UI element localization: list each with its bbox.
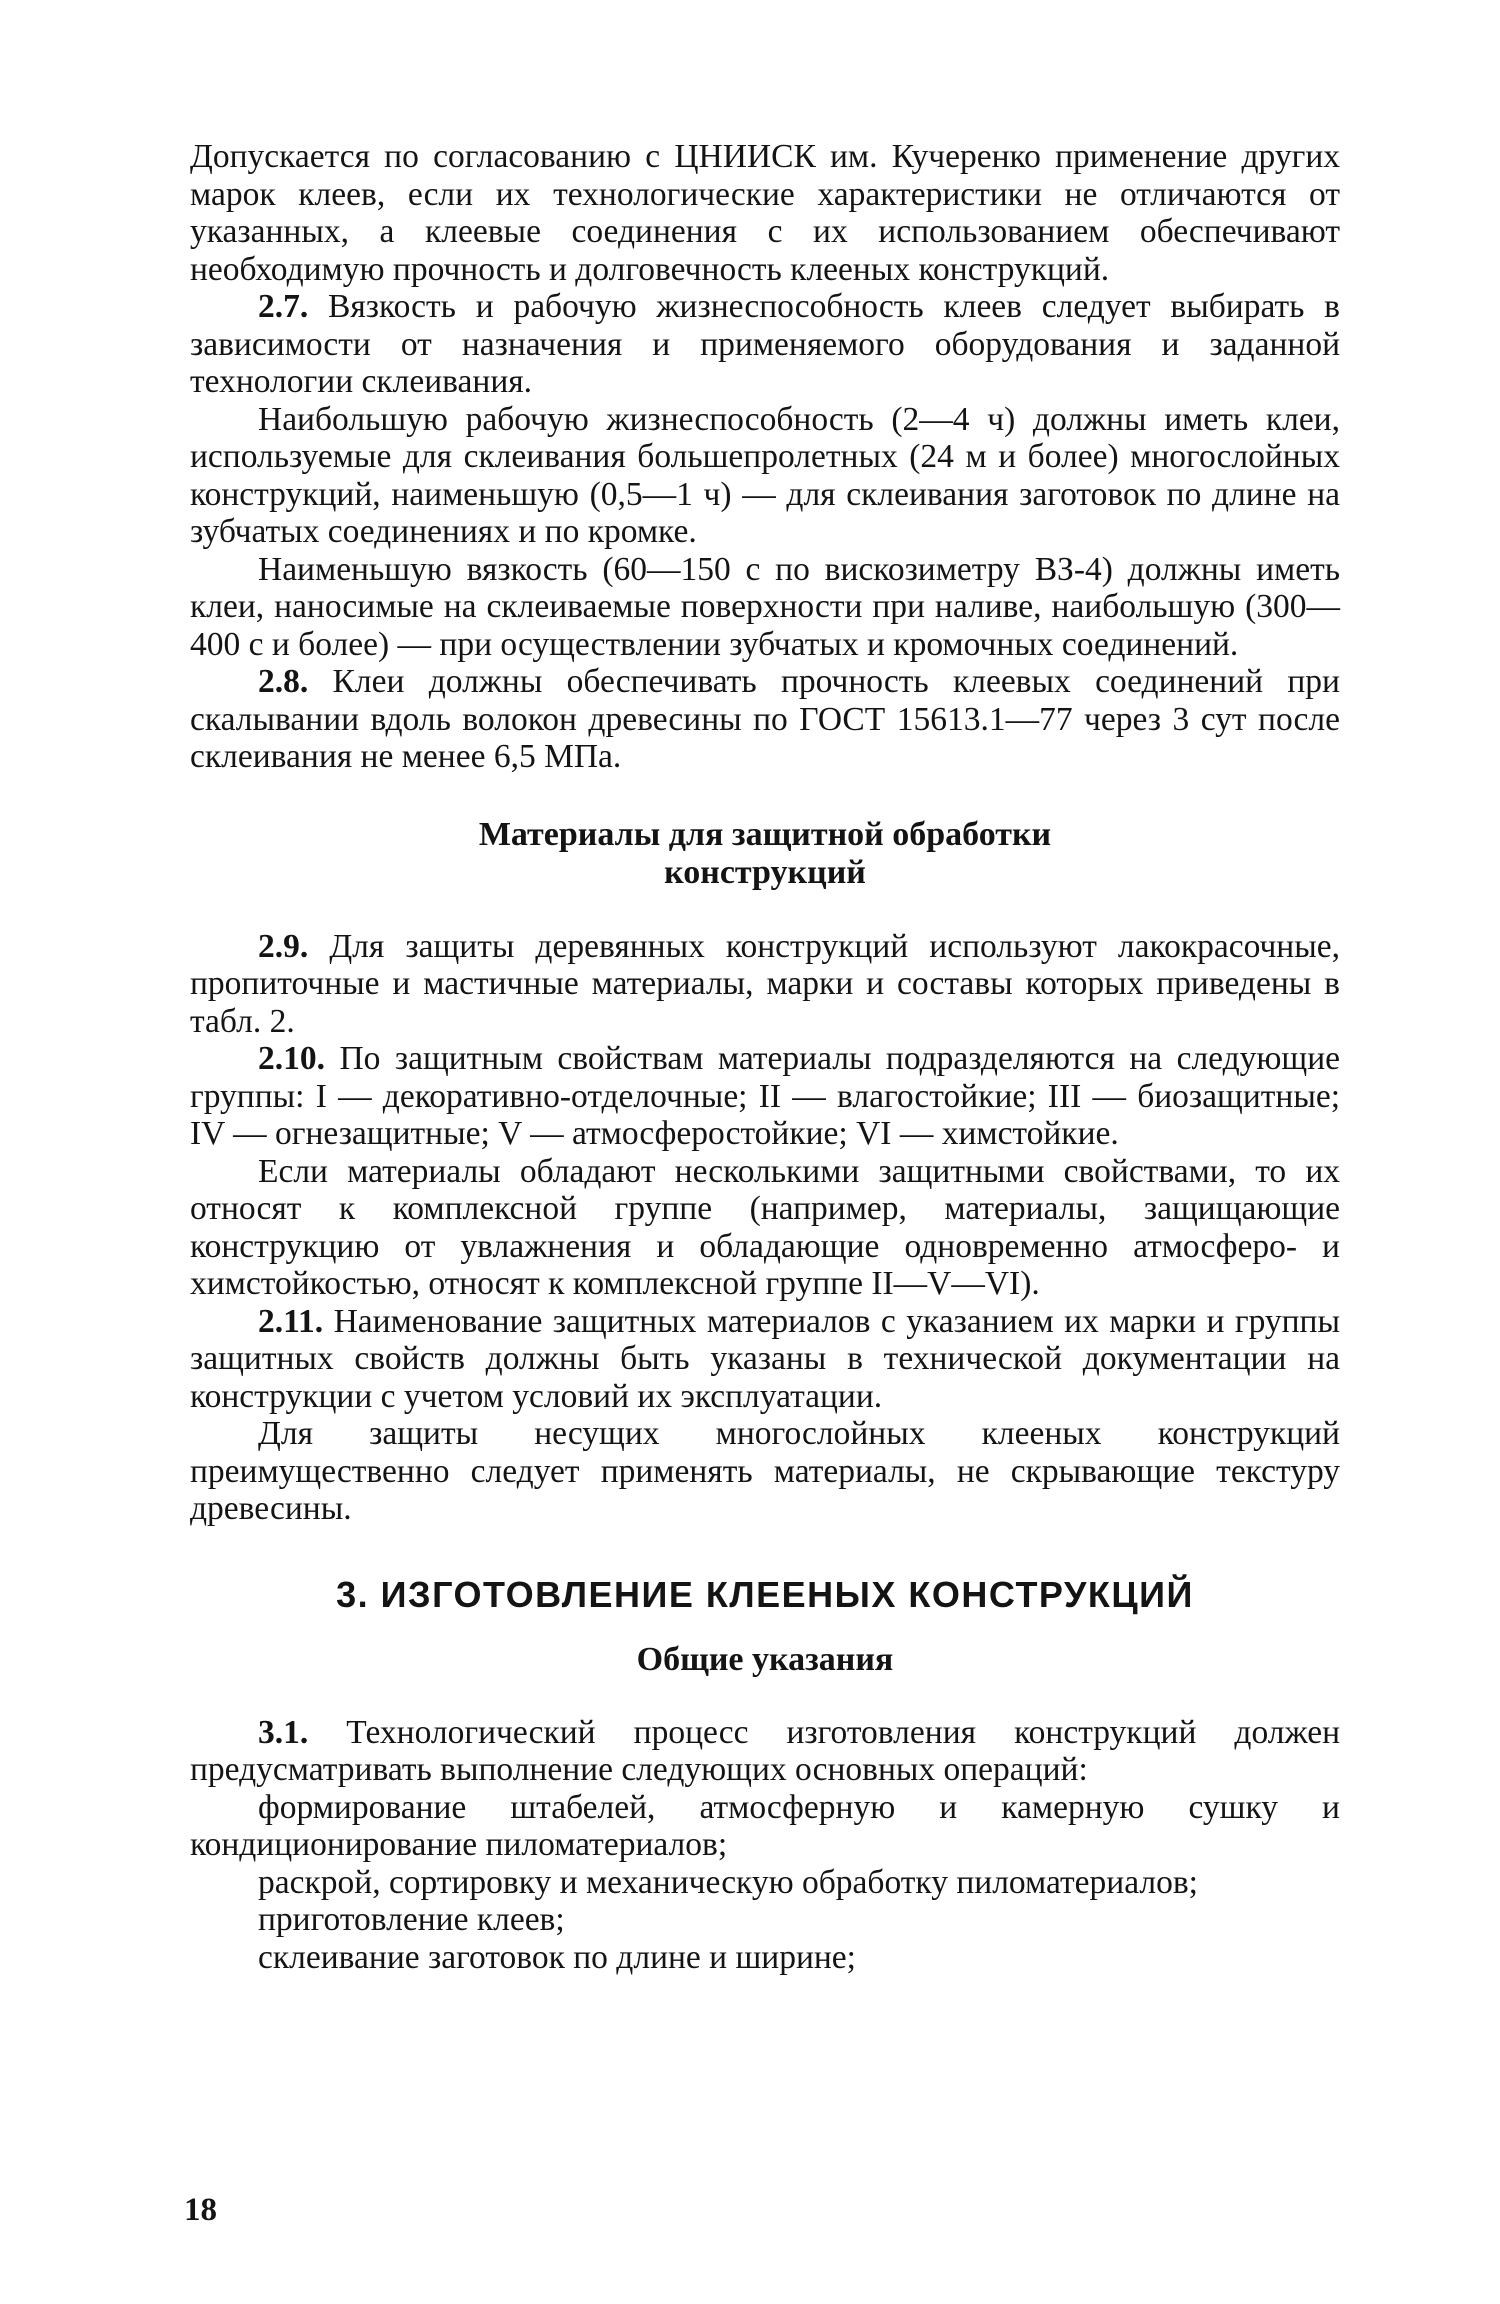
paragraph-2-10: 2.10. По защитным свойствам материалы подразделяются на следующие группы: I — декоративно-отделочные; II — влагостойкие; III — биозащитные; IV — огнезащитные; V — атмосферостойкие; VI — химстойкие. (190, 1040, 1340, 1152)
section-heading (190, 816, 1340, 892)
operation-item: формирование штабелей, атмосферную и камерную сушку и кондиционирование пиломатериалов; (190, 1788, 1340, 1863)
paragraph-approval: Допускается по согласованию с ЦНИИСК им. Кучеренко применение других марок клеев, если их технологические характеристики не отличаются от указанных, а клеевые соединения с их использованием обеспечивают необходимую прочность и долговечность клееных конструкций. (190, 138, 1340, 288)
operation-item: приготовление клеев; (258, 1901, 565, 1938)
section-heading-line1: Материалы для защитной обработки (478, 815, 1052, 853)
clause-number: 2.10. (258, 1040, 325, 1077)
clause-number: 2.8. (258, 663, 309, 700)
page-number: 18 (184, 2192, 217, 2228)
clause-number: 2.11. (258, 1302, 324, 1340)
paragraph-complex-group: Если материалы обладают несколькими защитными свойствами, то их относят к комплексной группе (например, материалы, защищающие конструкцию от увлажнения и обладающие одновременно атмосферо- и химстойкостью, относят к комплексной группе II—V—VI). (190, 1152, 1340, 1302)
clause-number: 2.7. (258, 288, 309, 325)
paragraph-max-lifetime: Наибольшую рабочую жизнеспособность (2—4 ч) должны иметь клеи, используемые для склеивания большепролетных (24 м и более) многослойных конструкций, наименьшую (0,5—1 ч) — для склеивания заготовок по длине на зубчатых соединениях и по кромке. (190, 400, 1340, 550)
document-page (190, 138, 1340, 1976)
paragraph-viscosity: Наименьшую вязкость (60—150 с по вискозиметру ВЗ-4) должны иметь клеи, наносимые на склеиваемые поверхности при наливе, наибольшую (300—400 с и более) — при осуществлении зубчатых и кромочных соединений. (190, 550, 1340, 663)
section-heading-line2: конструкций (664, 853, 866, 891)
operation-item: склеивание заготовок по длине и ширине; (258, 1938, 856, 1976)
paragraph-2-8: 2.8. Клеи должны обеспечивать прочность клеевых соединений при скалывании вдоль волокон древесины по ГОСТ 15613.1—77 через 3 сут после склеивания не менее 6,5 МПа. (190, 663, 1340, 775)
clause-number: 3.1. (258, 1713, 309, 1751)
clause-number: 2.9. (258, 927, 309, 965)
paragraph-texture: Для защиты несущих многослойных клееных конструкций преимущественно следует применять материалы, не скрывающие текстуру древесины. (190, 1415, 1340, 1527)
paragraph-2-7: 2.7. Вязкость и рабочую жизнеспособность клеев следует выбирать в зависимости от назначения и применяемого оборудования и заданной технологии склеивания. (190, 288, 1340, 400)
operation-item: раскрой, сортировку и механическую обработку пиломатериалов; (258, 1863, 1198, 1901)
paragraph-2-9: 2.9. Для защиты деревянных конструкций используют лакокрасочные, пропиточные и мастичные материалы, марки и составы которых приведены в табл. 2. (190, 927, 1340, 1040)
chapter-heading: 3. ИЗГОТОВЛЕНИЕ КЛЕЕНЫХ КОНСТРУКЦИЙ (336, 1573, 1194, 1615)
paragraph-3-1: 3.1. Технологический процесс изготовления конструкций должен предусматривать выполнение следующих основных операций: (190, 1713, 1340, 1788)
paragraph-2-11: 2.11. Наименование защитных материалов с указанием их марки и группы защитных свойств должны быть указаны в технической документации на конструкции с учетом условий их эксплуатации. (190, 1302, 1340, 1415)
chapter-subheading: Общие указания (636, 1640, 894, 1678)
